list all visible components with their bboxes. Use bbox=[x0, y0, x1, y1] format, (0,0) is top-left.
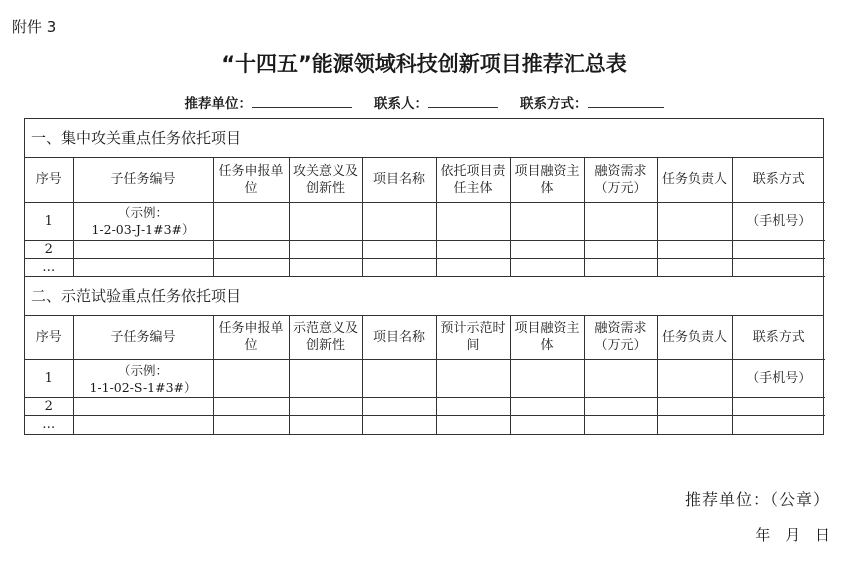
header-cell: 联系方式 bbox=[732, 158, 825, 202]
header-cell: 序号 bbox=[25, 158, 73, 202]
table-cell[interactable] bbox=[289, 202, 362, 240]
table-cell[interactable] bbox=[289, 258, 362, 276]
table-cell[interactable] bbox=[436, 240, 510, 258]
table-cell[interactable] bbox=[213, 258, 289, 276]
table-cell[interactable] bbox=[289, 398, 362, 416]
recommend-unit-field bbox=[185, 92, 353, 112]
table-cell[interactable] bbox=[732, 258, 825, 276]
header-cell: 项目融资主体 bbox=[510, 158, 584, 202]
table-cell[interactable] bbox=[213, 398, 289, 416]
table-cell[interactable] bbox=[732, 416, 825, 434]
table-cell[interactable] bbox=[510, 258, 584, 276]
table-cell[interactable] bbox=[657, 416, 732, 434]
row-number: … bbox=[25, 258, 73, 276]
contact-person-blank[interactable] bbox=[428, 95, 498, 108]
header-cell: 融资需求（万元） bbox=[584, 158, 657, 202]
table-cell[interactable] bbox=[510, 398, 584, 416]
table-cell[interactable] bbox=[362, 416, 436, 434]
table-cell[interactable] bbox=[213, 240, 289, 258]
table-cell[interactable] bbox=[73, 258, 213, 276]
table-cell[interactable] bbox=[213, 360, 289, 398]
header-cell: 依托项目责任主体 bbox=[436, 158, 510, 202]
subtask-code-cell[interactable] bbox=[73, 360, 213, 398]
contact-cell[interactable]: （手机号） bbox=[732, 360, 825, 398]
table-cell[interactable] bbox=[289, 416, 362, 434]
table-cell[interactable] bbox=[584, 360, 657, 398]
table-cell[interactable] bbox=[73, 398, 213, 416]
table-row bbox=[25, 398, 825, 416]
table-row bbox=[25, 258, 825, 276]
contact-phone-blank[interactable] bbox=[588, 95, 664, 108]
table-cell[interactable] bbox=[362, 240, 436, 258]
table-cell[interactable] bbox=[362, 398, 436, 416]
header-cell: 任务负责人 bbox=[657, 316, 732, 360]
header-cell: 子任务编号 bbox=[73, 158, 213, 202]
table-cell[interactable] bbox=[213, 416, 289, 434]
page-title: “十四五”能源领域科技创新项目推荐汇总表 bbox=[221, 52, 627, 76]
header-cell: 项目名称 bbox=[362, 158, 436, 202]
header-cell: 联系方式 bbox=[732, 316, 825, 360]
row-number: 1 bbox=[25, 202, 73, 240]
table-cell[interactable] bbox=[289, 360, 362, 398]
header-cell: 序号 bbox=[25, 316, 73, 360]
example-code: 1-2-03-J-1#3#） bbox=[91, 222, 195, 237]
contact-phone-field bbox=[520, 92, 664, 112]
contact-phone-label: 联系方式： bbox=[520, 96, 588, 112]
section-1-table bbox=[25, 158, 825, 277]
table-cell[interactable] bbox=[584, 202, 657, 240]
table-cell[interactable] bbox=[73, 240, 213, 258]
date-month: 月 bbox=[785, 526, 801, 544]
table-cell[interactable] bbox=[289, 240, 362, 258]
table-row bbox=[25, 416, 825, 434]
table-cell[interactable] bbox=[510, 416, 584, 434]
header-cell: 项目名称 bbox=[362, 316, 436, 360]
header-cell: 示范意义及创新性 bbox=[289, 316, 362, 360]
recommend-unit-label: 推荐单位： bbox=[184, 96, 252, 112]
header-cell: 融资需求（万元） bbox=[584, 316, 657, 360]
example-line: （示例： bbox=[117, 205, 168, 220]
row-number: 1 bbox=[25, 360, 73, 398]
section-1-title: 一、集中攻关重点任务依托项目 bbox=[25, 119, 823, 158]
summary-table-frame bbox=[24, 118, 824, 435]
table-cell[interactable] bbox=[657, 202, 732, 240]
table-cell[interactable] bbox=[732, 240, 825, 258]
table-header-row bbox=[25, 158, 825, 202]
table-cell[interactable] bbox=[362, 202, 436, 240]
header-cell: 任务负责人 bbox=[657, 158, 732, 202]
table-cell[interactable] bbox=[73, 416, 213, 434]
contact-person-field bbox=[374, 92, 498, 112]
header-cell: 任务申报单位 bbox=[213, 158, 289, 202]
table-header-row bbox=[25, 316, 825, 360]
table-cell[interactable] bbox=[584, 258, 657, 276]
table-cell[interactable] bbox=[436, 416, 510, 434]
footer-date bbox=[745, 524, 830, 545]
table-cell[interactable] bbox=[436, 258, 510, 276]
table-cell[interactable] bbox=[584, 240, 657, 258]
table-cell[interactable] bbox=[657, 240, 732, 258]
table-row bbox=[25, 360, 825, 398]
meta-row bbox=[0, 92, 848, 112]
table-cell[interactable] bbox=[657, 258, 732, 276]
section-2-title: 二、示范试验重点任务依托项目 bbox=[25, 277, 823, 316]
example-code: 1-1-02-S-1#3#） bbox=[89, 379, 197, 395]
table-cell[interactable] bbox=[213, 202, 289, 240]
header-cell: 子任务编号 bbox=[73, 316, 213, 360]
table-cell[interactable] bbox=[362, 360, 436, 398]
contact-cell[interactable]: （手机号） bbox=[732, 202, 825, 240]
table-cell[interactable] bbox=[657, 360, 732, 398]
example-line: （示例： bbox=[117, 362, 168, 378]
header-cell: 攻关意义及创新性 bbox=[289, 158, 362, 202]
contact-person-label: 联系人： bbox=[374, 96, 428, 112]
table-cell[interactable] bbox=[510, 202, 584, 240]
row-number: 2 bbox=[25, 398, 73, 416]
header-cell: 项目融资主体 bbox=[510, 316, 584, 360]
header-cell: 预计示范时间 bbox=[436, 316, 510, 360]
table-row bbox=[25, 240, 825, 258]
subtask-code-cell[interactable] bbox=[73, 202, 213, 240]
table-cell[interactable] bbox=[510, 360, 584, 398]
date-year: 年 bbox=[755, 526, 771, 544]
section-2-table bbox=[25, 316, 825, 434]
table-cell[interactable] bbox=[732, 398, 825, 416]
table-cell[interactable] bbox=[584, 416, 657, 434]
table-row bbox=[25, 202, 825, 240]
date-day: 日 bbox=[814, 526, 830, 544]
recommend-unit-blank[interactable] bbox=[252, 95, 352, 108]
table-cell[interactable] bbox=[436, 202, 510, 240]
row-number: … bbox=[25, 416, 73, 434]
header-cell: 任务申报单位 bbox=[213, 316, 289, 360]
table-cell[interactable] bbox=[436, 360, 510, 398]
table-cell[interactable] bbox=[510, 240, 584, 258]
table-cell[interactable] bbox=[362, 258, 436, 276]
row-number: 2 bbox=[25, 240, 73, 258]
table-cell[interactable] bbox=[584, 398, 657, 416]
attachment-label: 附件 3 bbox=[12, 18, 57, 36]
table-cell[interactable] bbox=[657, 398, 732, 416]
footer-unit-seal: 推荐单位：（公章） bbox=[684, 490, 830, 509]
table-cell[interactable] bbox=[436, 398, 510, 416]
